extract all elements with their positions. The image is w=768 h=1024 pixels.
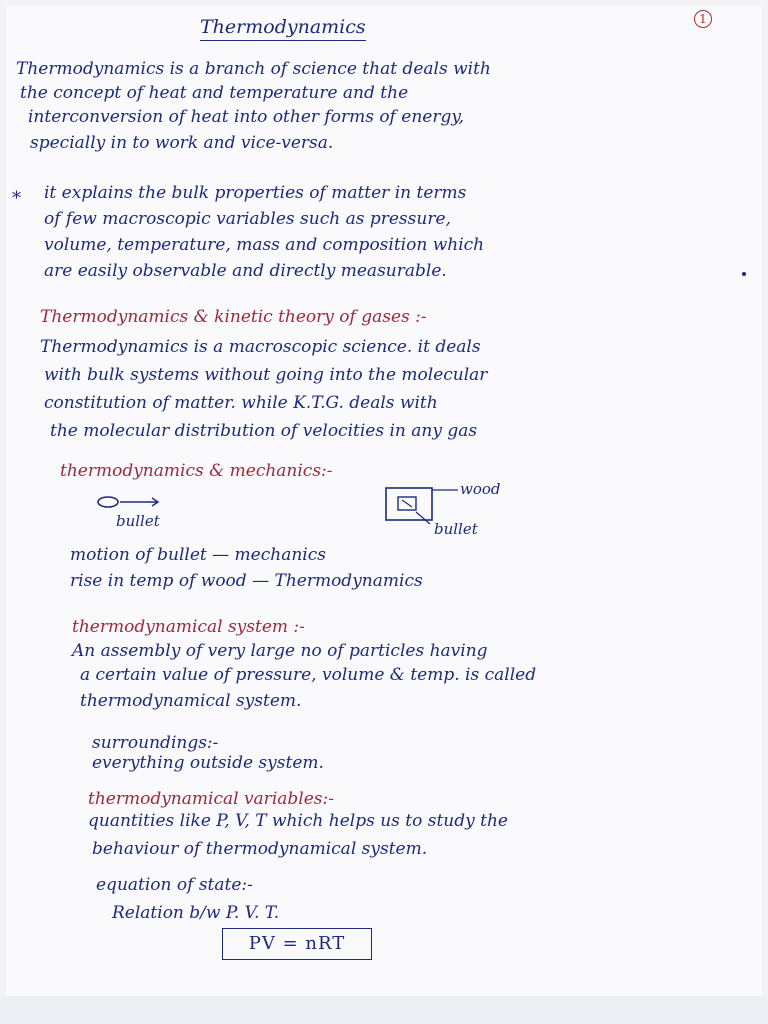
- sketch-label-wood: wood: [460, 480, 501, 498]
- bullet-line-1: it explains the bulk properties of matter in terms: [44, 183, 467, 203]
- page-number-circle: 1: [694, 10, 712, 28]
- mechanics-line-2: rise in temp of wood — Thermodynamics: [70, 571, 423, 591]
- system-line-2: a certain value of pressure, volume & temp. is called: [80, 665, 537, 685]
- sketch-label-bullet-right: bullet: [434, 520, 478, 538]
- system-heading: thermodynamical system :-: [72, 617, 305, 637]
- mechanics-line-1: motion of bullet — mechanics: [70, 545, 326, 565]
- ideal-gas-equation-box: PV = nRT: [222, 928, 372, 960]
- bullet-line-3: volume, temperature, mass and composition which: [44, 235, 485, 255]
- state-heading: equation of state:-: [96, 875, 253, 895]
- system-line-3: thermodynamical system.: [80, 691, 302, 711]
- stray-dot: [742, 272, 746, 276]
- bullet-marker: *: [12, 188, 21, 209]
- variables-heading: thermodynamical variables:-: [88, 789, 334, 809]
- intro-line-1: Thermodynamics is a branch of science that deals with: [16, 59, 491, 79]
- surroundings-heading: surroundings:-: [92, 733, 219, 753]
- intro-line-2: the concept of heat and temperature and the: [20, 83, 409, 103]
- system-line-1: An assembly of very large no of particles having: [72, 641, 488, 661]
- scan-bottom-margin: [0, 996, 768, 1024]
- surroundings-text: everything outside system.: [92, 753, 324, 773]
- ktg-line-2: with bulk systems without going into the molecular: [44, 365, 488, 385]
- intro-line-3: interconversion of heat into other forms of energy,: [28, 107, 465, 127]
- bullet-line-4: are easily observable and directly measurable.: [44, 261, 447, 281]
- state-relation: Relation b/w P. V. T.: [112, 903, 280, 923]
- sketch-label-bullet-left: bullet: [116, 512, 160, 530]
- ktg-line-4: the molecular distribution of velocities in any gas: [50, 421, 478, 441]
- intro-line-4: specially in to work and vice-versa.: [30, 133, 334, 153]
- bullet-line-2: of few macroscopic variables such as pressure,: [44, 209, 451, 229]
- ktg-line-3: constitution of matter. while K.T.G. deals with: [44, 393, 438, 413]
- ktg-heading: Thermodynamics & kinetic theory of gases :-: [40, 307, 427, 327]
- mechanics-heading: thermodynamics & mechanics:-: [60, 461, 333, 481]
- page-title: Thermodynamics: [200, 16, 366, 41]
- variables-line-2: behaviour of thermodynamical system.: [92, 839, 428, 859]
- ktg-line-1: Thermodynamics is a macroscopic science. it deals: [40, 337, 481, 357]
- variables-line-1: quantities like P, V, T which helps us to study the: [88, 811, 508, 831]
